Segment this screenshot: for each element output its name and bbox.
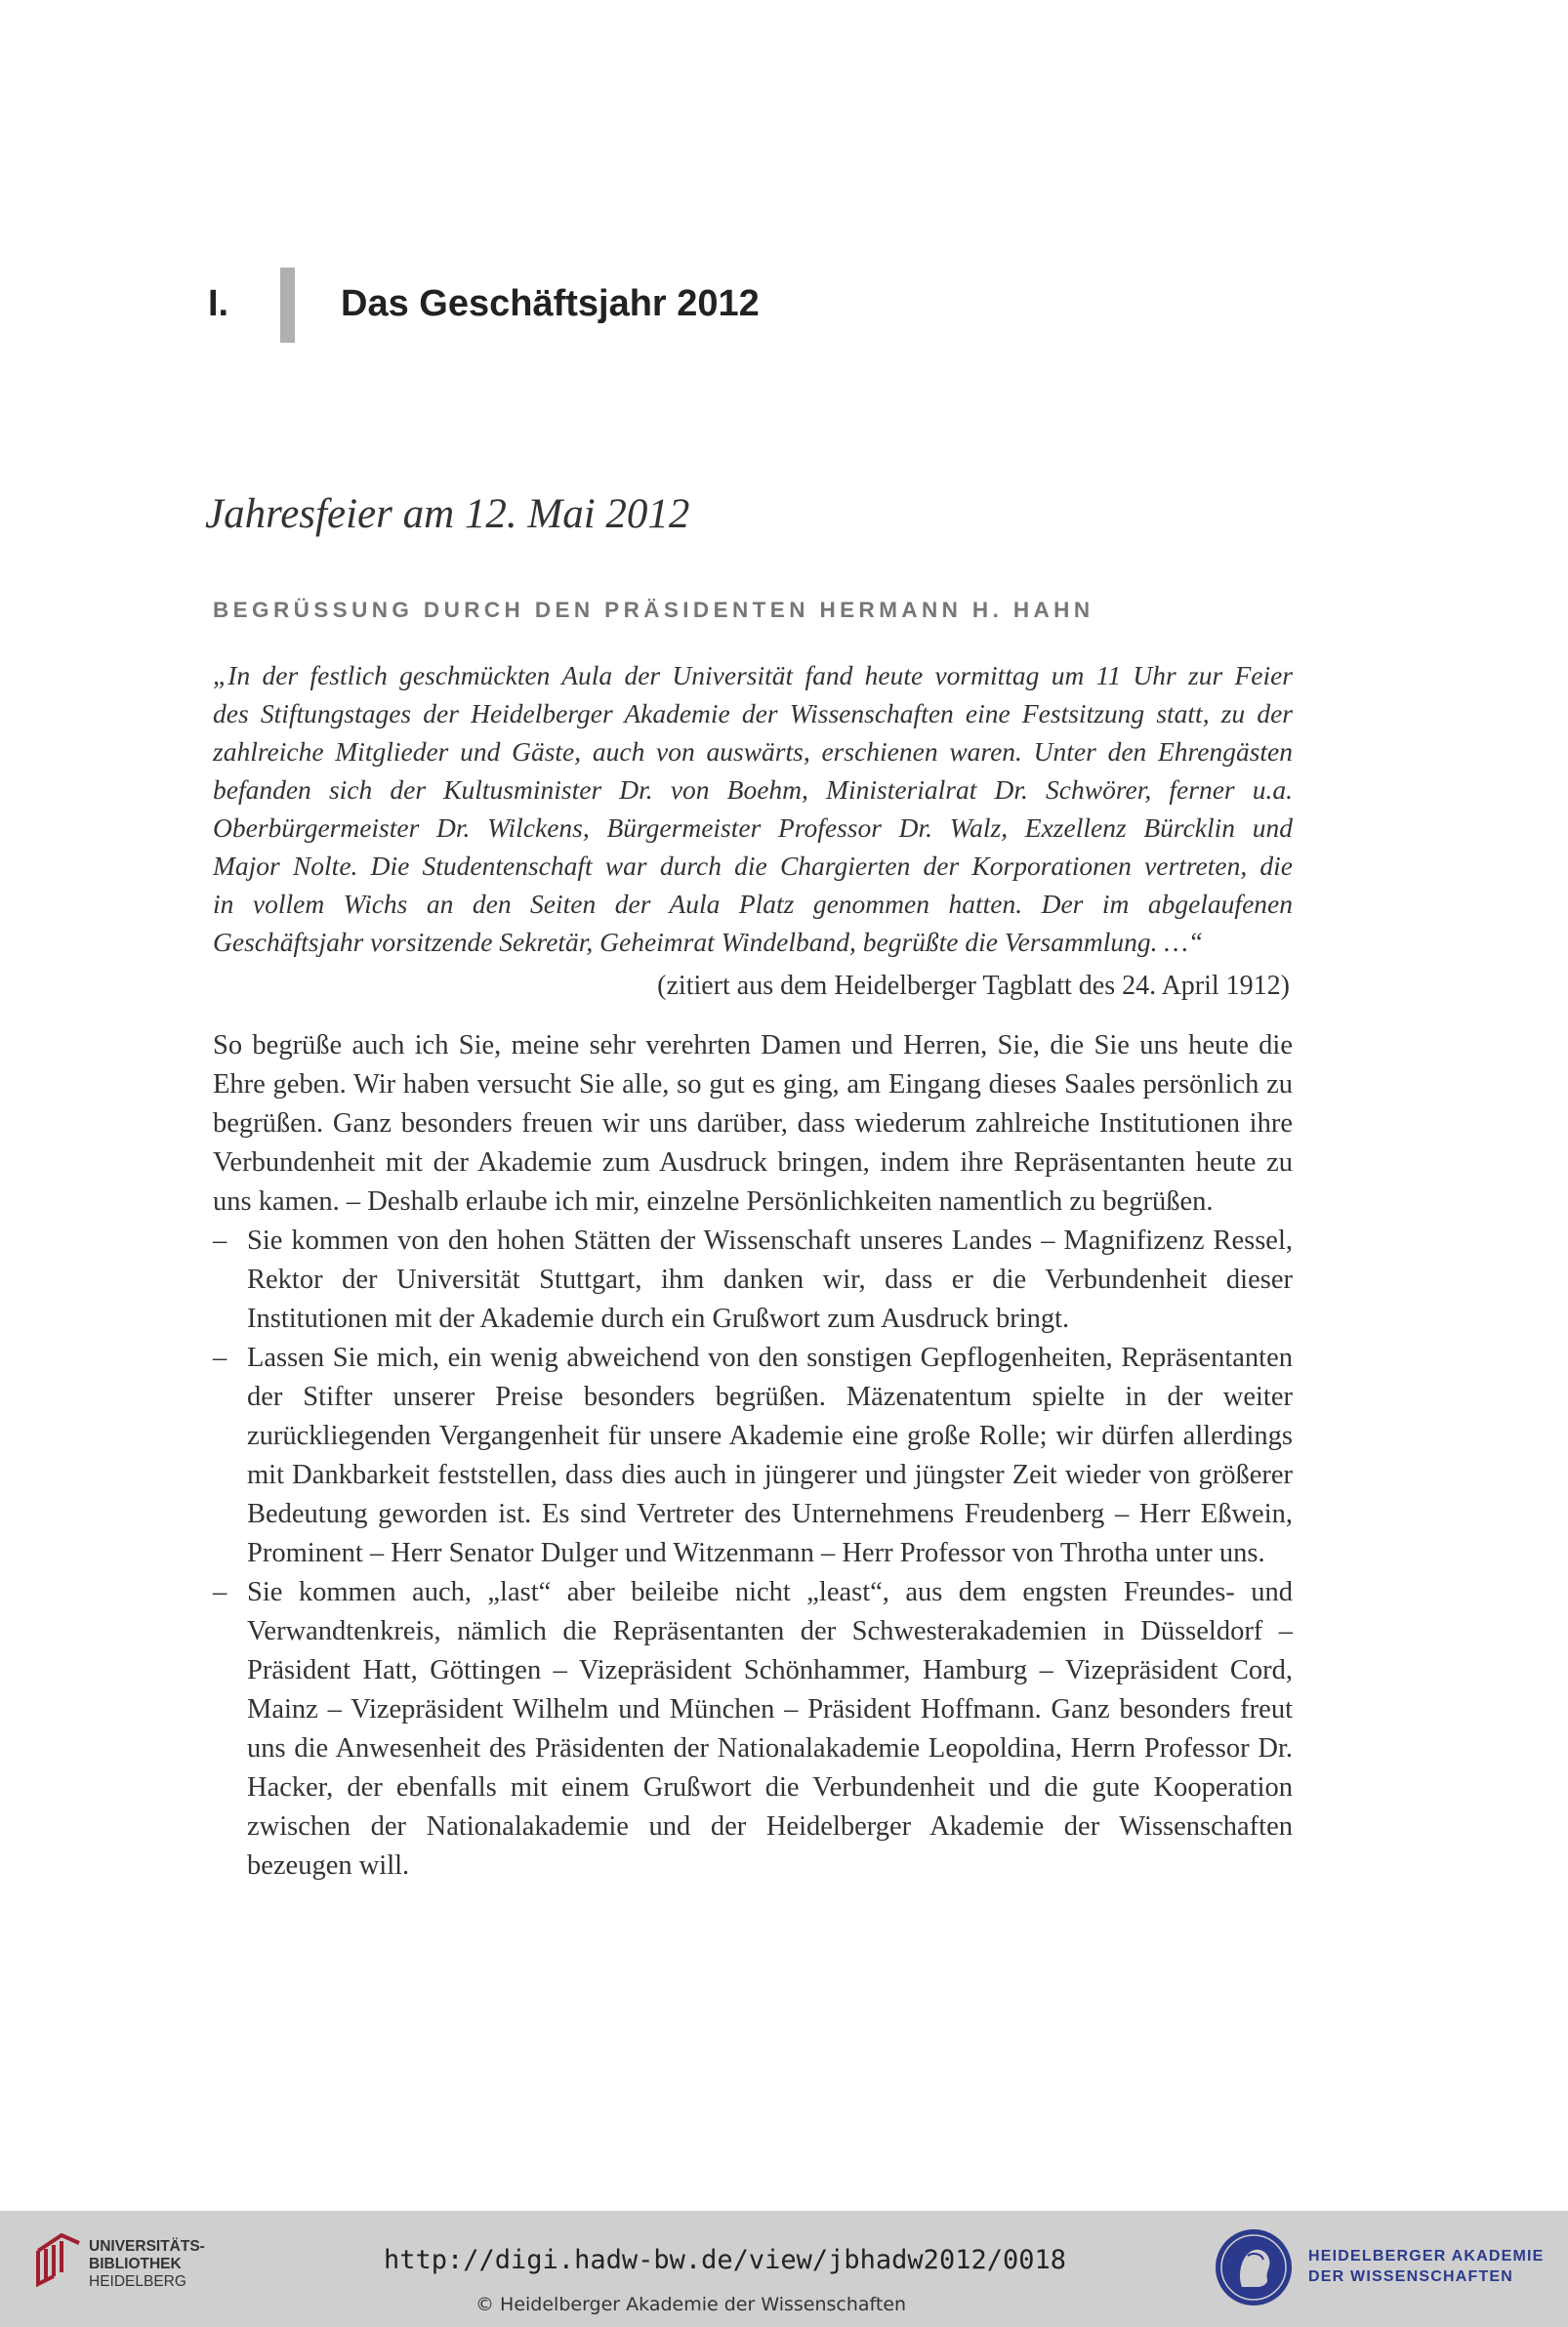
dash-bullet: – bbox=[213, 1226, 227, 1256]
hadw-seal-icon[interactable] bbox=[1213, 2226, 1295, 2308]
footer-copyright: © Heidelberger Akademie der Wissenschaften bbox=[475, 2294, 907, 2315]
footer-url-link[interactable]: http://digi.hadw-bw.de/view/jbhadw2012/0018 bbox=[384, 2245, 1066, 2275]
chapter-title: Das Geschäftsjahr 2012 bbox=[341, 283, 760, 324]
library-name bbox=[89, 2238, 205, 2291]
academy-line: HEIDELBERGER AKADEMIE bbox=[1308, 2248, 1545, 2265]
ub-heidelberg-logo-icon[interactable] bbox=[32, 2229, 83, 2290]
quote-line: Geschäftsjahr vorsitzende Sekretär, Geheimrat Windelband, begrüßte die Versammlung. …“ bbox=[213, 927, 1204, 957]
list-item-text: Sie kommen auch, „last“ aber beileibe nicht „least“, aus dem engsten Freundes- und Verwandtenkreis, nämlich die Repräsentanten der Schwesterakademien in Düsseldorf – Präsident Hatt, Göttingen – Vizepräsident Schönhammer, Hamburg – Vizepräsident Cord, Mainz – Vizepräsident Wilhelm und München – Präsident Hoffmann. Ganz besonders freut uns die Anwesenheit des Präsidenten der Nationalakademie Leopoldina, Herrn Professor Dr. Hacker, der ebenfalls mit einem Grußwort die Verbundenheit und die gute Kooperation zwischen der Nationalakademie und der Heidelberger Akademie der Wissenschaften bezeugen will. bbox=[247, 1577, 1293, 1881]
quote-line: zahlreiche Mitglieder und Gäste, auch von auswärts, erschienen waren. Unter den Ehrengästen bbox=[213, 736, 1293, 767]
body-text bbox=[213, 1026, 1293, 1886]
academy-name bbox=[1308, 2246, 1545, 2287]
section-title: Jahresfeier am 12. Mai 2012 bbox=[205, 491, 690, 537]
library-line: HEIDELBERG bbox=[89, 2273, 186, 2290]
list-item bbox=[213, 1573, 1293, 1886]
dash-bullet: – bbox=[213, 1343, 227, 1373]
dash-bullet: – bbox=[213, 1577, 227, 1607]
chapter-number: I. bbox=[208, 283, 229, 324]
list-item bbox=[213, 1339, 1293, 1573]
list-item-text: Sie kommen von den hohen Stätten der Wissenschaft unseres Landes – Magnifizenz Ressel, Rektor der Universität Stuttgart, ihm danken wir, dass er die Verbundenheit dieser Institutionen mit der Akademie durch ein Grußwort zum Ausdruck bringt. bbox=[247, 1226, 1293, 1334]
chapter-divider-bar bbox=[280, 268, 295, 343]
quote-block bbox=[213, 656, 1293, 961]
list-item bbox=[213, 1222, 1293, 1339]
library-line: BIBLIOTHEK bbox=[89, 2256, 182, 2272]
greeting-list bbox=[213, 1222, 1293, 1886]
quote-line: „In der festlich geschmückten Aula der Universität fand heute vormittag um 11 Uhr zur Feier bbox=[213, 660, 1293, 690]
quote-line: befanden sich der Kultusminister Dr. von Boehm, Ministerialrat Dr. Schwörer, ferner u.a. bbox=[213, 774, 1293, 805]
library-line: UNIVERSITÄTS- bbox=[89, 2238, 205, 2255]
quote-source: (zitiert aus dem Heidelberger Tagblatt des 24. April 1912) bbox=[657, 971, 1290, 1001]
academy-line: DER WISSENSCHAFTEN bbox=[1308, 2268, 1514, 2285]
quote-line: in vollem Wichs an den Seiten der Aula Platz genommen hatten. Der im abgelaufenen bbox=[213, 889, 1293, 919]
list-item-text: Lassen Sie mich, ein wenig abweichend von den sonstigen Gepflogenheiten, Repräsentanten der Stifter unserer Preise besonders begrüßen. Mäzenatentum spielte in der weiter zurückliegenden Vergangenheit für unsere Akademie eine große Rolle; wir dürfen allerdings mit Dankbarkeit feststellen, dass dies auch in jüngerer und jüngster Zeit wieder von größerer Bedeutung geworden ist. Es sind Vertreter des Unternehmens Freudenberg – Herr Eßwein, Prominent – Herr Senator Dulger und Witzenmann – Herr Professor von Throtha unter uns. bbox=[247, 1343, 1293, 1568]
quote-line: Oberbürgermeister Dr. Wilckens, Bürgermeister Professor Dr. Walz, Exzellenz Bürcklin und bbox=[213, 812, 1293, 843]
quote-line: Major Nolte. Die Studentenschaft war durch die Chargierten der Korporationen vertreten, die bbox=[213, 851, 1293, 881]
section-subheading: BEGRÜSSUNG DURCH DEN PRÄSIDENTEN HERMANN H. HAHN bbox=[213, 598, 1094, 622]
intro-paragraph: So begrüße auch ich Sie, meine sehr verehrten Damen und Herren, Sie, die Sie uns heute die Ehre geben. Wir haben versucht Sie alle, so gut es ging, am Eingang dieses Saales persönlich zu begrüßen. Ganz besonders freuen wir uns darüber, dass wiederum zahlreiche Institutionen ihre Verbundenheit mit der Akademie zum Ausdruck bringen, indem ihre Repräsentanten heute zu uns kamen. – Deshalb erlaube ich mir, einzelne Persönlichkeiten namentlich zu begrüßen. bbox=[213, 1030, 1293, 1217]
quote-line: des Stiftungstages der Heidelberger Akademie der Wissenschaften eine Festsitzung statt, zu der bbox=[213, 698, 1293, 728]
